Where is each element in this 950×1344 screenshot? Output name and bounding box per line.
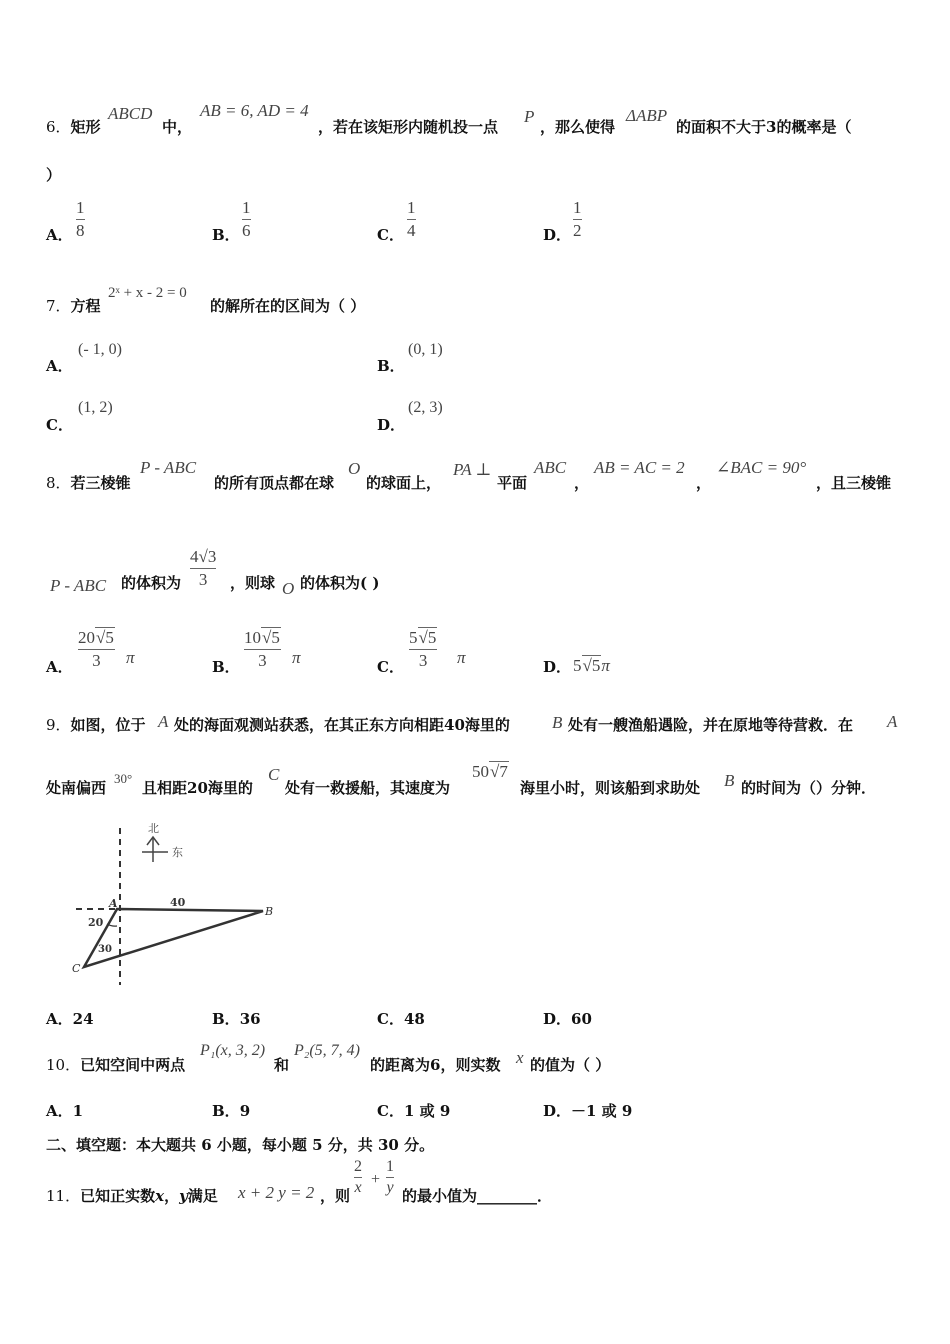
figure-length-AC: 20	[88, 916, 104, 929]
q10-line: 10．已知空间中两点	[46, 1056, 186, 1074]
option-fraction	[78, 628, 115, 671]
option-value: 9	[239, 1102, 251, 1120]
option-label: A．	[46, 357, 73, 375]
fraction-denominator: 3	[92, 651, 101, 670]
radical: √5	[262, 628, 280, 647]
q10-text: 的距离为6，则实数	[370, 1056, 501, 1074]
figure-point-A: A	[109, 897, 118, 910]
option-label: B．	[212, 226, 240, 244]
q8-text: 的体积为( )	[300, 574, 380, 592]
fraction-denominator: 6	[242, 221, 251, 240]
option-label: C．	[377, 1010, 404, 1028]
radicand: 5	[427, 628, 437, 647]
option-label: A．	[46, 226, 73, 244]
q11-fraction-2-over-x: 2 x	[354, 1158, 362, 1196]
option-item	[212, 1008, 261, 1029]
option-label: D．	[543, 1102, 572, 1120]
q11-plus: +	[371, 1171, 381, 1188]
radical: √5	[582, 656, 601, 675]
q6-math-sides: AB = 6, AD = 4	[200, 101, 309, 120]
q9-math-speed: 50√7	[472, 762, 508, 781]
q9-math-angle: 30°	[114, 771, 133, 786]
q9-text: 处南偏西	[46, 779, 107, 797]
fraction-denominator: 8	[76, 221, 85, 240]
figure-point-B: B	[265, 905, 274, 918]
option-label: C．	[46, 416, 73, 434]
q11-line: 11．已知正实数x，y满足	[46, 1187, 218, 1205]
q10-point-P2: P₂(5, 7, 4)	[294, 1042, 360, 1059]
radical: √5	[96, 628, 114, 647]
option-fraction	[76, 198, 85, 241]
figure-angle-label: 30	[98, 944, 112, 955]
q6-text: 中，	[162, 118, 193, 136]
option-item	[212, 1100, 250, 1121]
option-label: B．	[212, 1010, 240, 1028]
q10-math-x: x	[516, 1048, 524, 1067]
q8-math-angle: ∠BAC = 90°	[716, 458, 807, 477]
q8-math-perp: PA ⊥	[453, 460, 492, 479]
option-value: (0, 1)	[408, 341, 443, 358]
q8-math-pyramid: P - ABC	[50, 576, 107, 595]
option-label: D．	[543, 658, 572, 676]
pi-symbol: π	[457, 648, 466, 667]
figure-length-AB: 40	[170, 896, 186, 909]
option-label: A．	[46, 1010, 73, 1028]
option-item	[377, 1008, 425, 1029]
pi-symbol: π	[292, 648, 301, 667]
fraction-numerator	[78, 628, 115, 648]
option-value: 60	[571, 1010, 592, 1028]
q6-text: ，那么使得	[540, 118, 616, 136]
option-label: B．	[212, 658, 240, 676]
q9-text: 处有一艘渔船遇险，并在原地等待营救．在	[568, 716, 854, 734]
option-label: B．	[377, 357, 405, 375]
option-label: C．	[377, 658, 404, 676]
q10-text: 的值为（ ）	[530, 1056, 611, 1074]
q9-math-A: A	[158, 712, 169, 731]
fraction-numerator: 1	[407, 198, 416, 217]
q8-line1: 8．若三棱锥	[46, 474, 131, 492]
option-fraction	[409, 628, 437, 671]
q11-text: 的最小值为________．	[402, 1187, 553, 1205]
q8-volume-fraction	[190, 547, 216, 590]
q9-text: 海里小时，则该船到求助处	[520, 779, 701, 797]
q8-text: 的球面上，	[366, 474, 442, 492]
option-item	[543, 1008, 592, 1029]
option-fraction	[242, 198, 251, 241]
q6-text: 矩形	[70, 118, 101, 136]
fraction-numerator	[244, 628, 281, 648]
option-fraction	[407, 198, 416, 241]
section-heading: 二、填空题：本大题共 6 小题，每小题 5 分，共 30 分。	[46, 1136, 435, 1154]
q6-text: 的面积不大于3的概率是（	[676, 118, 852, 136]
q9-math-C: C	[268, 765, 280, 784]
q6-math-triangle: ΔABP	[626, 106, 668, 125]
figure-label-north: 北	[148, 822, 159, 835]
option-value: (2, 3)	[408, 399, 443, 416]
q7-equation: 2ˣ + x - 2 = 0	[108, 285, 187, 301]
option-value: (1, 2)	[78, 399, 113, 416]
coefficient: 10	[244, 628, 261, 647]
q9-math-B: B	[724, 771, 735, 790]
q9-text: 的时间为（）分钟．	[741, 779, 877, 797]
fraction-denominator: 2	[573, 221, 582, 240]
q7-text: 的解所在的区间为（ ）	[210, 297, 366, 315]
fraction-numerator: 1	[573, 198, 582, 217]
q6-line1	[46, 116, 101, 137]
q11-text: ，则	[320, 1187, 351, 1205]
q6-math-rect: ABCD	[108, 104, 153, 123]
q8-math-sphere: O	[282, 579, 295, 598]
q6-close-paren: ）	[46, 166, 62, 184]
pi-symbol: π	[601, 656, 610, 675]
option-value: 24	[72, 1010, 94, 1028]
radicand: 5	[271, 628, 280, 647]
option-item	[46, 1100, 83, 1121]
option-item	[543, 1100, 632, 1121]
figure-triangle	[84, 909, 263, 967]
coefficient: 5	[409, 628, 418, 647]
option-label: D．	[377, 416, 406, 434]
q6-text: ，若在该矩形内随机投一点	[318, 118, 499, 136]
option-value: (- 1, 0)	[78, 341, 122, 358]
radicand: 5	[105, 628, 114, 647]
q8-text: 的所有顶点都在球	[214, 474, 335, 492]
option-label: B．	[212, 1102, 240, 1120]
q8-text: 平面	[497, 474, 528, 492]
q8-math-plane: ABC	[534, 458, 567, 477]
q8-math-pyramid: P - ABC	[140, 458, 197, 477]
q8-math-sphere: O	[348, 459, 361, 478]
option-fraction	[573, 198, 582, 241]
fraction-numerator: 1	[76, 198, 85, 217]
figure-point-C: C	[72, 962, 81, 975]
fraction-denominator: 3	[198, 570, 208, 589]
option-value	[573, 656, 610, 676]
q8-text: 的体积为	[121, 574, 182, 592]
q10-text: 和	[274, 1056, 290, 1074]
pi-symbol: π	[126, 648, 135, 667]
q9-text: 处有一救援船，其速度为	[285, 779, 451, 797]
option-label: A．	[46, 658, 73, 676]
q9-text: 且相距20海里的	[142, 779, 253, 797]
q9-text: 处的海面观测站获悉，在其正东方向相距40海里的	[174, 716, 510, 734]
q6-number: 6．	[46, 118, 71, 136]
fraction-numerator	[409, 628, 437, 648]
q9-line1: 9．如图，位于	[46, 716, 146, 734]
q7-line: 7．方程	[46, 297, 101, 315]
option-value: －1 或 9	[571, 1102, 633, 1120]
coefficient: 20	[78, 628, 95, 647]
option-label: D．	[543, 1010, 572, 1028]
option-value: 36	[239, 1010, 261, 1028]
q8-math-edges: AB = AC = 2	[594, 458, 685, 477]
fraction-numerator: 4√3	[190, 547, 217, 566]
option-item	[377, 1100, 450, 1121]
q8-text: ，则球	[230, 574, 276, 592]
radical: √5	[418, 628, 437, 647]
option-value: 1	[72, 1102, 84, 1120]
fraction-numerator: 1	[242, 198, 251, 217]
figure-label-east: 东	[172, 846, 183, 859]
q8-text: ，且三棱锥	[816, 474, 892, 492]
q9-math-B: B	[552, 713, 563, 732]
option-value: 48	[403, 1010, 425, 1028]
option-fraction	[244, 628, 281, 671]
fraction-denominator: 3	[258, 651, 267, 670]
option-label: A．	[46, 1102, 73, 1120]
option-label: C．	[377, 1102, 404, 1120]
option-label: C．	[377, 226, 404, 244]
q11-fraction-1-over-y: 1 y	[386, 1158, 394, 1196]
q9-figure	[60, 820, 290, 985]
q6-math-point: P	[524, 107, 535, 126]
option-value: 1 或 9	[403, 1102, 451, 1120]
option-item	[46, 1008, 94, 1029]
q11-equation: x + 2 y = 2	[238, 1183, 315, 1202]
q9-math-A: A	[887, 712, 898, 731]
q8-text: ，	[696, 474, 712, 492]
q10-point-P1: P₁(x, 3, 2)	[200, 1042, 266, 1059]
fraction-denominator: 4	[407, 221, 416, 240]
option-label: D．	[543, 226, 572, 244]
coefficient: 5	[573, 656, 582, 675]
fraction-denominator: 3	[418, 651, 428, 670]
radicand: 5	[591, 656, 601, 675]
q8-text: ，	[574, 474, 590, 492]
